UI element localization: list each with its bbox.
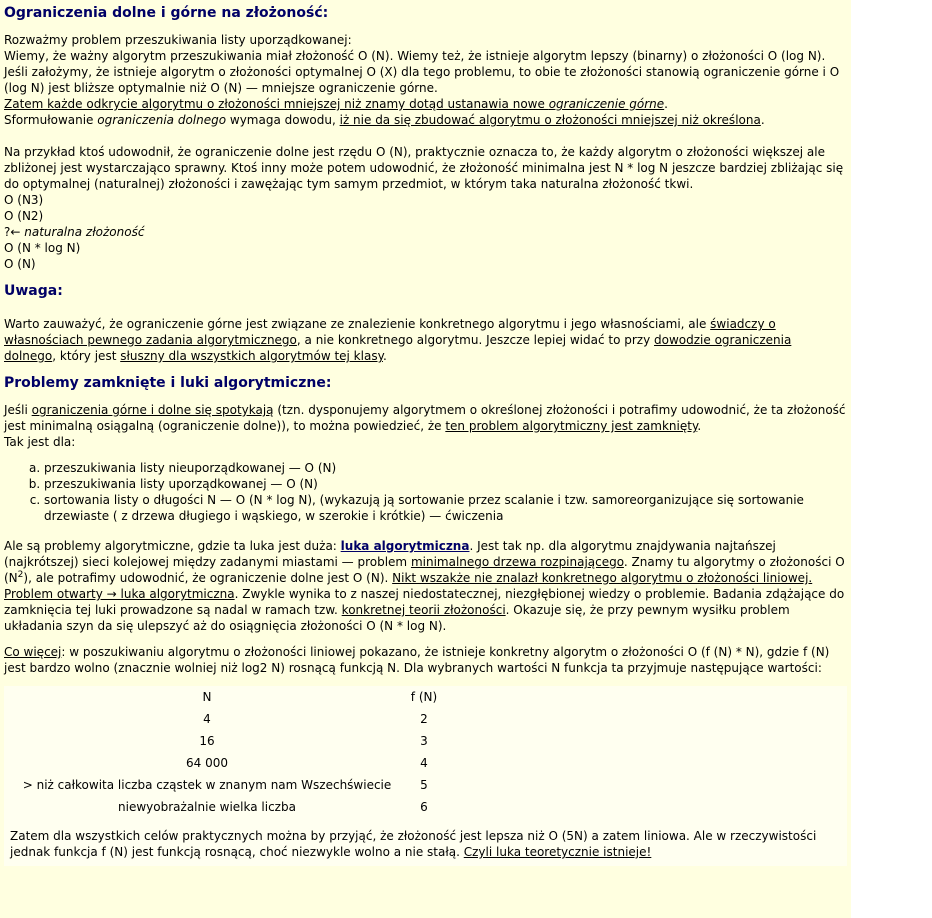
text: ), ale potrafimy udowodnić, że ograniczenie dolne jest O (N). <box>23 571 393 585</box>
paragraph-note <box>4 316 847 364</box>
natural-complexity-label: naturalna złożoność <box>24 225 145 239</box>
paragraph-gap <box>4 538 847 634</box>
table-row <box>16 796 450 818</box>
text: , który jest <box>52 349 121 363</box>
cell-fn: 3 <box>420 734 428 748</box>
link-lower-bound-proof[interactable]: iż nie da się zbudować algorytmu o złożoności mniejszej niż określona <box>339 113 761 127</box>
link-task-properties[interactable]: świadczy o własnościach pewnego zadania algorytmicznego <box>4 317 776 347</box>
cell-n: 64 000 <box>186 756 228 770</box>
table-row <box>16 730 450 752</box>
table-row <box>16 752 450 774</box>
table-header-row <box>16 686 450 708</box>
text: . Jest tak np. dla algorytmu znajdywania najtańszej (najkrótszej) sieci kolejowej między zadanymi miastami — problem <box>4 539 776 569</box>
paragraph-new-upper-bound <box>4 96 847 112</box>
cell-n: > niż całkowita liczba cząstek w znanym nam Wszechświecie <box>22 778 392 792</box>
text: (tzn. dysponujemy algorytmem o określonej złożoności i potrafimy udowodnić, że ta złożoność jest minimalną osiągalną (ograniczenie dolne)), to można powiedzieć, że <box>4 403 846 433</box>
closed-problems-list <box>4 460 847 524</box>
table-row <box>16 708 450 730</box>
cell-fn: 4 <box>420 756 428 770</box>
paragraph-lower-bound <box>4 112 847 128</box>
text: Warto zauważyć, że ograniczenie górne jest związane ze znalezienie konkretnego algorytmu i jego własnościami, ale <box>4 317 711 331</box>
text: : w poszukiwaniu algorytmu o złożoności liniowej pokazano, że istnieje konkretny algorytm o złożoności O (f (N) * N), gdzie f (N) jest bardzo wolno (znacznie wolniej niż log2 N) rosnącą funkcją N. Dla wybranych wartości N funkcja ta przyjmuje następujące wartości: <box>4 645 830 675</box>
text: Ale są problemy algorytmiczne, gdzie ta luka jest duża: <box>4 539 341 553</box>
link-concrete-complexity-theory[interactable]: konkretnej teorii złożoności <box>341 603 506 617</box>
link-bounds-meet[interactable]: ograniczenia górne i dolne się spotykają <box>31 403 274 417</box>
punct: . <box>697 419 702 433</box>
paragraph-closed <box>4 402 847 434</box>
cell-n: 16 <box>199 734 215 748</box>
complexity-n3: O (N3) <box>4 193 44 207</box>
cell-n: 4 <box>203 712 211 726</box>
text: . Znamy tu algorytmy o złożoności O (N <box>4 555 845 585</box>
cell-fn: 5 <box>420 778 428 792</box>
text: , a nie konkretnego algorytmu. Jeszcze lepiej widać to przy <box>296 333 655 347</box>
link-open-problem[interactable]: Nikt wszakże nie znalazł konkretnego algorytmu o złożoności liniowej. Problem otwarty → luka algorytmiczna <box>4 571 813 601</box>
header-n: N <box>202 690 212 704</box>
link-more[interactable]: Co więcej <box>4 645 62 659</box>
arrow-text: ?← <box>4 225 25 239</box>
cell-n: niewyobrażalnie wielka liczba <box>118 800 296 814</box>
text: wymaga dowodu, <box>226 113 340 127</box>
complexity-nlogn: O (N * log N) <box>4 241 81 255</box>
text: Zatem dla wszystkich celów praktycznych można by przyjąć, że złożoność jest lepsza niż O (5N) a zatem liniowa. Ale w rzeczywistości jednak funkcja f (N) jest funkcją rosnącą, choć niezwykle wolno a nie stałą. <box>10 829 817 859</box>
link-problem-closed[interactable]: ten problem algorytmiczny jest zamknięty <box>445 419 698 433</box>
cell-fn: 2 <box>420 712 428 726</box>
cell-fn: 6 <box>420 800 428 814</box>
values-table <box>16 686 450 818</box>
section-title-note: Uwaga: <box>4 283 63 299</box>
complexity-n: O (N) <box>4 257 36 271</box>
link-algorithmic-gap[interactable]: luka algorytmiczna <box>340 539 470 553</box>
link-lower-bound-proof-2[interactable]: dowodzie ograniczenia dolnego <box>4 333 792 363</box>
paragraph-example: Na przykład ktoś udowodnił, że ograniczenie dolne jest rzędu O (N), praktycznie oznacza to, że każdy algorytm o złożoności większej ale zbliżonej jest wystarczająco sprawny. Ktoś inny może potem udowodnić, że złożoność minimalna jest N * log N jeszcze bardziej zbliżając się do optymalnej (naturalnej) złożoności i zawężając tym samym przedmiot, w którym taka naturalna złożoność tkwi. <box>4 145 844 191</box>
paragraph-examples-intro: Tak jest dla: <box>4 435 76 449</box>
section-title-closed-problems: Problemy zamknięte i luki algorytmiczne: <box>4 375 332 391</box>
table-row <box>16 774 450 796</box>
link-all-algorithms[interactable]: słuszny dla wszystkich algorytmów tej klasy <box>120 349 383 363</box>
text: . Zwykle wynika to z naszej niedostatecznej, niezgłębionej wiedzy o problemie. Badania zdążające do zamknięcia tej luki prowadzone są nadal w ramach tzw. <box>4 587 845 617</box>
complexity-n2: O (N2) <box>4 209 44 223</box>
complexity-natural <box>4 224 847 240</box>
superscript: 2 <box>17 570 24 580</box>
text: . Okazuje się, że przy pewnym wysiłku problem układania szyn da się ulepszyć aż do osiągnięcia złożoności O (N * log N). <box>4 603 790 633</box>
punct: . <box>382 349 387 363</box>
section-title-bounds: Ograniczenia dolne i górne na złożoność: <box>4 5 329 21</box>
text: Jeśli <box>4 403 32 417</box>
link-gap-exists[interactable]: Czyli luka teoretycznie istnieje! <box>463 845 652 859</box>
text: Sformułowanie <box>4 113 98 127</box>
paragraph-upper-bound: Wiemy, że ważny algorytm przeszukiwania miał złożoność O (N). Wiemy też, że istnieje algorytm lepszy (binarny) o złożoności O (log N). Jeśli założymy, że istnieje algorytm o złożoności optymalnej O (X) dla tego problemu, to obie te złożoności stanowią ograniczenie górne i O (log N) jest bliższe optymalnie niż O (N) — mniejsze ograniczenie górne. <box>4 49 840 95</box>
underlined-text: Zatem każde odkrycie algorytmu o złożoności mniejszej niż znamy dotąd ustanawia nowe <box>4 97 549 111</box>
link-min-spanning-tree[interactable]: minimalnego drzewa rozpinającego <box>410 555 624 569</box>
header-fn: f (N) <box>410 690 438 704</box>
punct: . <box>664 97 668 111</box>
punct: . <box>760 113 765 127</box>
intro-text: Rozważmy problem przeszukiwania listy uporządkowanej: <box>4 33 352 47</box>
paragraph-conclusion <box>10 828 843 860</box>
list-item: c. sortowania listy o długości N — O (N * log N), (wykazują ją sortowanie przez scalanie i tzw. samoreorganizujące się sortowanie drzewiaste ( z drzewa długiego i wąskiego, w szerokie i krótkie) — ćwiczenia <box>44 492 847 524</box>
paragraph-more <box>4 644 847 676</box>
emphasis-upper-bound: ograniczenie górne <box>548 97 665 111</box>
list-item: a. przeszukiwania listy nieuporządkowanej — O (N) <box>44 460 847 476</box>
emphasis-lower-bound: ograniczenia dolnego <box>97 113 227 127</box>
values-frame <box>4 686 847 866</box>
list-item: b. przeszukiwania listy uporządkowanej — O (N) <box>44 476 847 492</box>
